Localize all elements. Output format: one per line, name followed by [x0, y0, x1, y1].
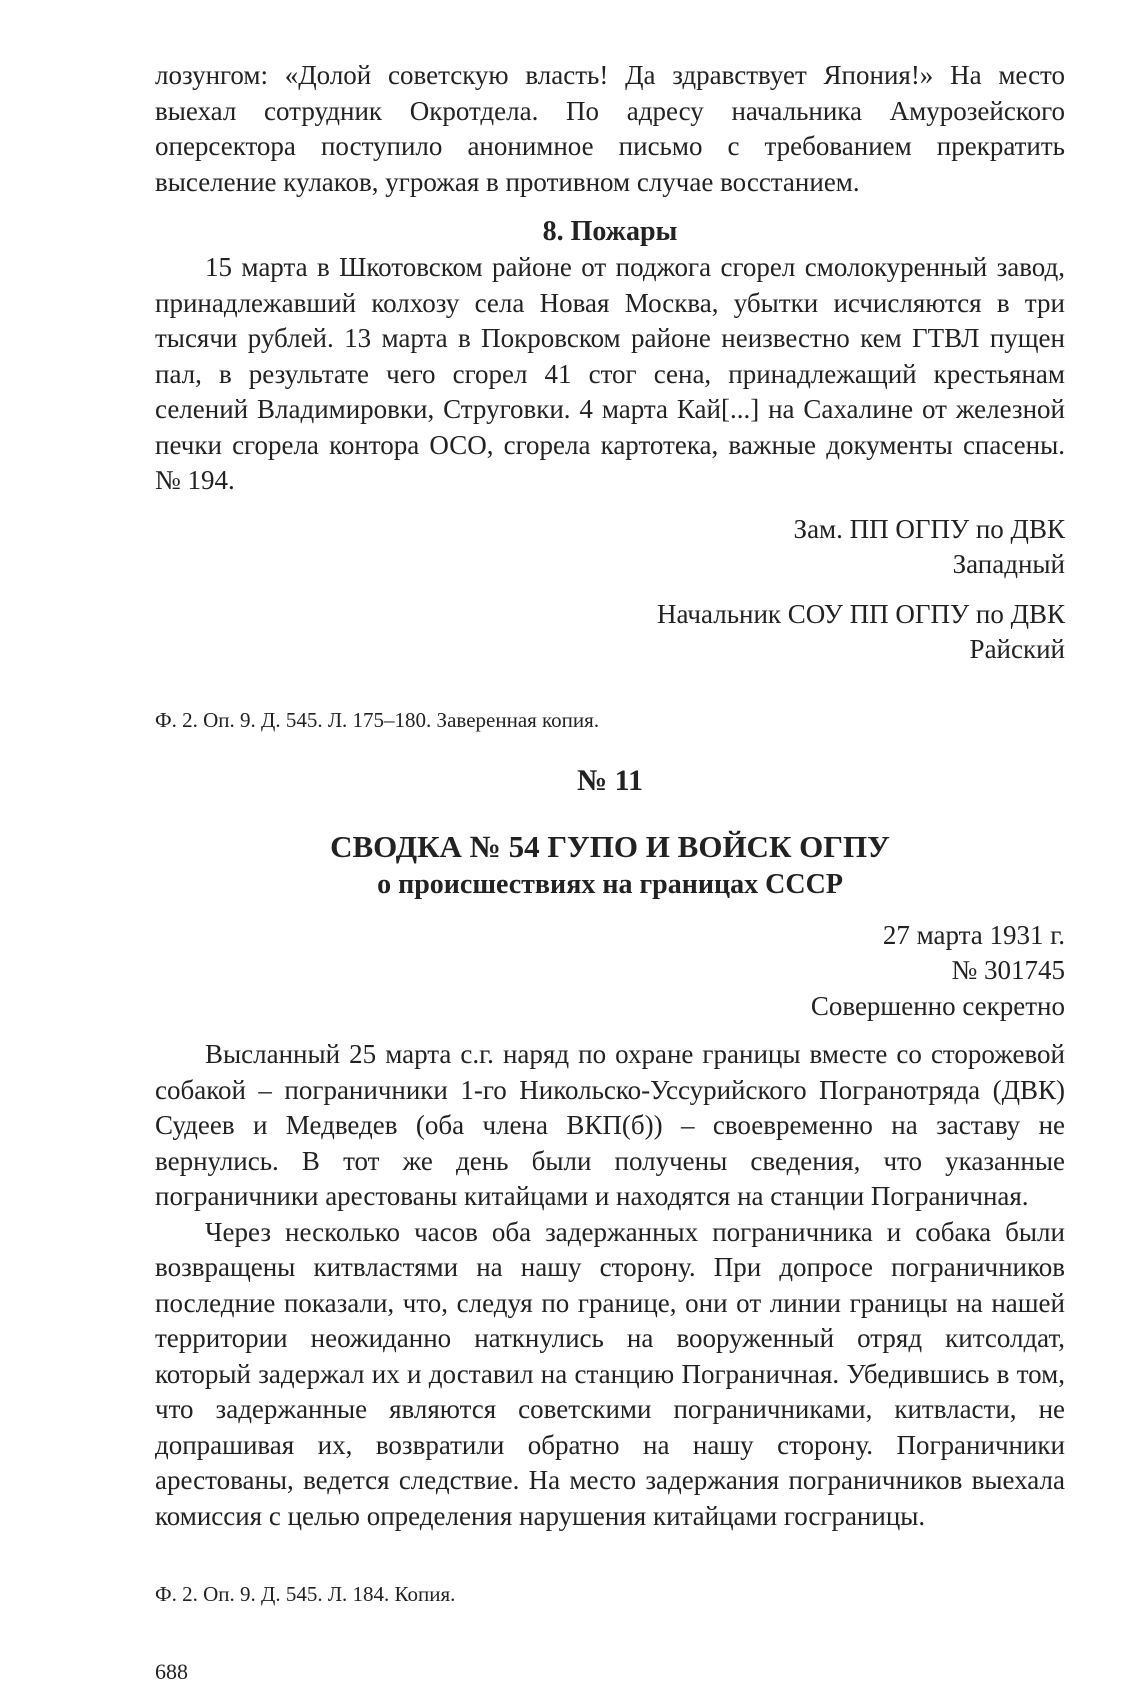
- signature-name: Западный: [952, 549, 1065, 579]
- document-title: СВОДКА № 54 ГУПО И ВОЙСК ОГПУ: [330, 828, 890, 864]
- signature-block: [155, 512, 1065, 668]
- document-number: № 11: [577, 763, 643, 797]
- document-body: [155, 1037, 1065, 1534]
- archive-source-reference: Ф. 2. Оп. 9. Д. 545. Л. 175–180. Заверенная копия.: [155, 707, 600, 732]
- document-subtitle: о происшествиях на границах СССР: [377, 868, 843, 900]
- signature-position: Зам. ПП ОГПУ по ДВК: [793, 513, 1065, 544]
- document-ref-number: № 301745: [951, 955, 1065, 985]
- document-classification: Совершенно секретно: [810, 990, 1065, 1021]
- section-heading-fires: 8. Пожары: [542, 216, 678, 247]
- fires-paragraph: 15 марта в Шкотовском районе от поджога сгорел смолокуренный завод, принадлежавший колхозу села Новая Москва, убытки исчисляются в три тысячи рублей. 13 марта в Покровском районе неизвестно кем ГТВЛ пущен пал, в результате чего сгорел 41 стог сена, принадлежащий крестьянам селений Владимировки, Струговки. 4 марта Кай[...] на Сахалине от железной печки сгорела контора ОСО, сгорела картотека, важные документы спасены. № 194.: [155, 252, 1065, 495]
- document-page: [155, 58, 1065, 1686]
- document-paragraph: Высланный 25 марта с.г. наряд по охране границы вместе со сторожевой собакой – пограничники 1-го Никольско-Уссурийского Погранотряда (ДВК) Судеев и Медведев (оба члена ВКП(б)) – своевременно на заставу не вернулись. В тот же день были получены сведения, что указанные пограничники арестованы китайцами и находятся на станции Пограничная.: [155, 1039, 1065, 1211]
- signature-name: Райский: [969, 634, 1065, 664]
- page-number: 688: [155, 1659, 188, 1684]
- signature-position: Начальник СОУ ПП ОГПУ по ДВК: [657, 598, 1065, 629]
- document-paragraph: Через несколько часов оба задержанных пограничника и собака были возвращены китвластями на нашу сторону. При допросе пограничников последние показали, что, следуя по границе, они от линии границы на нашей территории неожиданно наткнулись на вооруженный отряд китсолдат, который задержал их и доставил на станцию Пограничная. Убедившись в том, что задержанные являются советскими пограничниками, китвласти, не допрашивая их, возвратили обратно на нашу сторону. Пограничники арестованы, ведется следствие. На место задержания пограничников выехала комиссия с целью определения нарушения китайцами госграницы.: [155, 1216, 1065, 1531]
- archive-source-reference-2: Ф. 2. Оп. 9. Д. 545. Л. 184. Копия.: [155, 1582, 456, 1606]
- continuation-paragraph: лозунгом: «Долой советскую власть! Да здравствует Япония!» На место выехал сотрудник Окротдела. По адресу начальника Амурозейского оперсектора поступило анонимное письмо с требованием прекратить выселение кулаков, угрожая в противном случае восстанием.: [155, 60, 1065, 197]
- document-date: 27 марта 1931 г.: [882, 919, 1065, 950]
- signature-deputy: [155, 512, 1065, 583]
- signature-chief: [155, 597, 1065, 668]
- document-meta: [155, 918, 1065, 1025]
